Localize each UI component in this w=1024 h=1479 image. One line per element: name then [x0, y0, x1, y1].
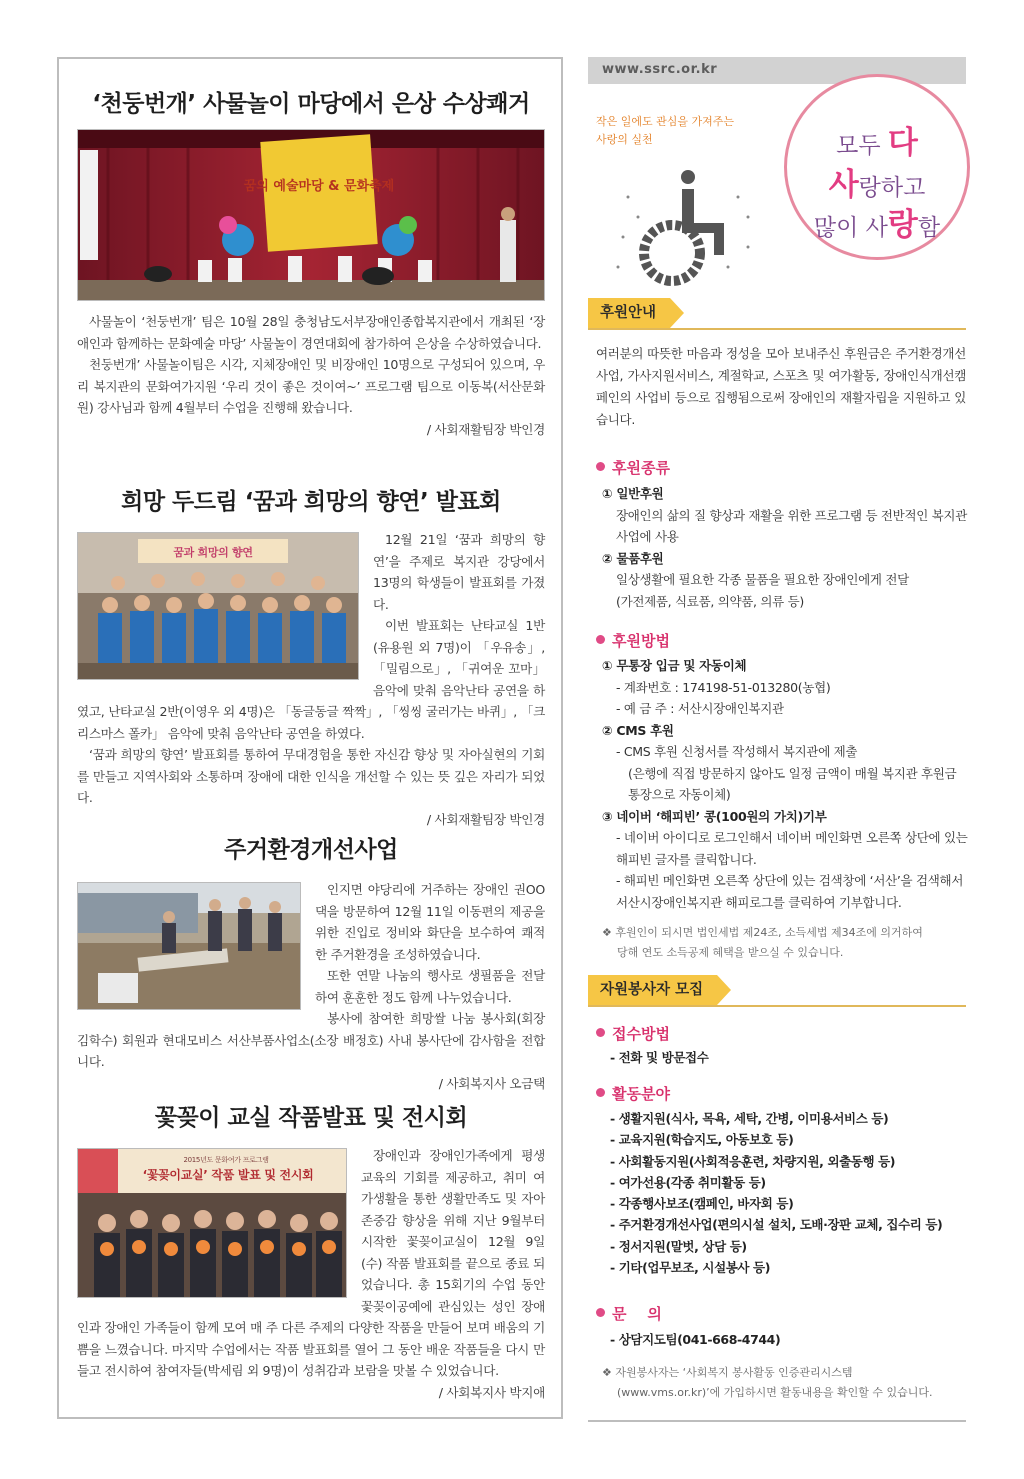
method-line: - 네이버 아이디로 로그인해서 네이버 메인화면 오른쪽 상단에 있는 해피빈 글자를 클릭합니다.	[616, 830, 968, 867]
slogan-circle	[784, 74, 970, 260]
method-line: - 해피빈 메인화면 오른쪽 상단에 있는 검색창에 ‘서산’을 검색해서 서산시장애인복지관 해피로그를 클릭하여 기부합니다.	[616, 873, 964, 910]
slogan-line-3: 많이 사랑함	[813, 207, 941, 243]
article-signature: / 사회재활팀장 박인경	[426, 421, 545, 437]
activity-fields-list	[610, 1108, 970, 1278]
bullet-icon	[596, 635, 605, 644]
list-item: - 정서지원(말벗, 상담 등)	[610, 1238, 747, 1254]
activity-fields-heading: 활동분야	[596, 1083, 670, 1104]
article-paragraph: 또한 연말 나눔의 행사로 생필품을 전달하여 훈훈한 정도 함께 나누었습니다.	[315, 968, 545, 1005]
donation-methods-heading: 후원방법	[596, 630, 670, 651]
method-line: (은행에 직접 방문하지 않아도 일정 금액이 매월 복지관 후원금통장으로 자동이체)	[628, 765, 957, 802]
apply-method-heading: 접수방법	[596, 1023, 670, 1044]
article-paragraph: 장애인과 장애인가족에게 평생교육의 기회를 제공하고, 취미 여가생활을 통한 생활만족도 및 자아존중감 향상을 위해 지난 9월부터 시작한 꽃꽂이교실이 12월 9일(수) 작품 발표회를 끝으로 종료 되었습니다. 총 15회기의 수업 동안 꽃꽂이공예에 관심있는 성인 장애인과 장애인 가족들이 함께 모여 매 주 다른 주제의 다양한 작품을 만들어 보며 배움의 기쁨을 느꼈습니다. 마지막 수업에서는 작품 발표회를 열어 그 동안 배운 작품들을 다시 만들고 전시하여 참여자들(박세림 외 9명)이 성취감과 보람을 맛볼 수 있었습니다.	[77, 1148, 545, 1378]
list-item: - 여가선용(각종 취미활동 등)	[610, 1174, 766, 1190]
method-line: - CMS 후원 신청서를 작성해서 복지관에 제출	[616, 744, 858, 759]
section-label: 자원봉사자 모집	[588, 975, 717, 1005]
banner-small-text: 2015년도 문화여가 프로그램	[183, 1156, 269, 1164]
article-samulnori	[77, 85, 545, 437]
bottom-divider	[588, 1420, 966, 1422]
housing-volunteer-photo	[77, 882, 301, 1010]
article-title: 희망 두드림 ‘꿈과 희망의 향연’ 발표회	[121, 489, 501, 515]
bullet-icon	[596, 1088, 605, 1097]
list-item: - 기타(업무보조, 시설봉사 등)	[610, 1260, 771, 1276]
bullet-icon	[596, 1308, 605, 1317]
type-desc: (가전제품, 식료품, 의약품, 의류 등)	[616, 593, 804, 609]
article-body	[77, 1145, 545, 1403]
list-item: - 각종행사보조(캠페인, 바자회 등)	[610, 1196, 794, 1212]
article-title: 주거환경개선사업	[224, 837, 398, 863]
bullet-icon	[596, 462, 605, 471]
article-paragraph: 천둥번개’ 사물놀이팀은 시각, 지체장애인 및 비장애인 10명으로 구성되어 있으며, 우리 복지관의 문화여가지원 ‘우리 것이 좋은 것이여~’ 프로그램 팀으로 이동복(서산문화원) 강사님과 함께 4월부터 수업을 진행해 왔습니다.	[77, 357, 545, 415]
article-paragraph: ‘꿈과 희망의 향연’ 발표회를 통하여 무대경험을 통한 자신감 향상 및 자아실현의 기회를 만들고 지역사회와 소통하며 장애에 대한 인식을 개선할 수 있는 뜻 깊은 자리가 되었다.	[77, 747, 545, 805]
type-desc: 일상생활에 필요한 각종 물품을 필요한 장애인에게 전달	[616, 572, 909, 587]
donation-methods	[602, 655, 968, 913]
article-title: 꽃꽂이 교실 작품발표 및 전시회	[154, 1105, 468, 1131]
article-paragraph: 이번 발표회는 난타교실 1반(유용원 외 7명)이 「우유송」, 「밀림으로」, 「귀여운 꼬마」 음악에 맞춰 음악난타 공연을 하였고, 난타교실 2반(이영우 외 4명)은 「동글동글 짝짝」, 「씽씽 굴러가는 바퀴」, 「크리스마스 폴카」 음악에 맞춰 음악난타 공연을 하였다.	[77, 618, 545, 741]
article-body	[77, 879, 545, 1094]
note-line: ❖ 자원봉사자는 ‘사회복지 봉사활동 인증관리시스템	[602, 1366, 853, 1379]
volunteer-note	[602, 1363, 968, 1403]
bullet-icon	[596, 1028, 605, 1037]
slogan-line-1: 모두 다	[836, 125, 918, 161]
banner-text: ‘꽃꽂이교실’ 작품 발표 및 전시회	[142, 1168, 314, 1182]
donation-tax-note	[602, 923, 968, 963]
section-label: 후원안내	[588, 298, 670, 328]
article-housing	[77, 831, 545, 1091]
article-body	[77, 529, 545, 830]
note-line: ❖ 후원인이 되시면 법인세법 제24조, 소득세법 제34조에 의거하여	[602, 926, 923, 939]
article-paragraph: 12월 21일 ‘꿈과 희망의 향연’을 주제로 복지관 강당에서 13명의 학생들이 발표회를 가졌다.	[373, 532, 545, 612]
article-paragraph: 인지면 야당리에 거주하는 장애인 권OO댁을 방문하여 12월 11일 이동편의 제공을 위한 진입로 정비와 화단을 보수하여 쾌적한 주거환경을 조성하였습니다.	[315, 882, 545, 962]
note-line: 당해 연도 소득공제 혜택을 받으실 수 있습니다.	[617, 946, 844, 959]
apply-method-item: - 전화 및 방문접수	[610, 1050, 709, 1065]
donation-section-header	[588, 298, 966, 330]
method-line: - 계좌번호 : 174198-51-013280(농협)	[616, 679, 831, 695]
banner-text: 꿈의 예술마당 & 문화축제	[243, 179, 395, 194]
tagline	[596, 113, 734, 149]
tagline-line: 작은 일에도 관심을 가져주는	[596, 115, 735, 128]
method-title: ③ 네이버 ‘해피빈’ 콩(100원의 가치)기부	[602, 808, 827, 824]
article-paragraph: 사물놀이 ‘천둥번개’ 팀은 10월 28일 충청남도서부장애인종합복지관에서 개최된 ‘장애인과 함께하는 문화예술 마당’ 사물놀이 경연대회에 참가하여 은상을 수상하였습니다.	[77, 314, 545, 351]
article-signature: / 사회복지사 박지애	[438, 1384, 545, 1400]
list-item: - 사회활동지원(사회적응훈련, 차량지원, 외출동행 등)	[610, 1153, 896, 1169]
contact-heading: 문 의	[596, 1303, 662, 1324]
contact-item: - 상담지도팀(041-668-4744)	[610, 1332, 781, 1347]
note-line: (www.vms.or.kr)’에 가입하시면 활동내용을 확인할 수 있습니다.	[617, 1386, 933, 1399]
type-title: ① 일반후원	[602, 486, 664, 501]
list-item: - 생활지원(식사, 목욕, 세탁, 간병, 이미용서비스 등)	[610, 1111, 889, 1126]
website-url[interactable]: www.ssrc.or.kr	[602, 62, 718, 77]
article-flower-class	[77, 1099, 545, 1400]
news-column	[57, 57, 563, 1419]
article-title: ‘천둥번개’ 사물놀이 마당에서 은상 수상쾌거	[92, 91, 530, 117]
info-column	[588, 57, 968, 1419]
donation-types	[602, 483, 968, 612]
donation-types-heading: 후원종류	[596, 457, 670, 478]
tagline-line: 사랑의 실천	[596, 133, 653, 146]
type-title: ② 물품후원	[602, 550, 664, 566]
article-signature: / 사회재활팀장 박인경	[426, 811, 545, 827]
method-title: ② CMS 후원	[602, 722, 674, 738]
donation-intro: 여러분의 따뜻한 마음과 정성을 모아 보내주신 후원금은 주거환경개선사업, 가사지원서비스, 계절학교, 스포츠 및 여가활동, 장애인식개선캠페인의 사업비 등으로 집행됨으로써 장애인의 재활자립을 지원하고 있습니다.	[596, 346, 966, 427]
wheelchair-crowd-icon	[608, 157, 768, 297]
flower-exhibition-photo	[77, 1148, 347, 1298]
article-paragraph: 봉사에 참여한 희망쌀 나눔 봉사회(회장 김학수) 회원과 현대모비스 서산부품사업소(소장 배정호) 사내 봉사단에 감사함을 전합니다.	[77, 1011, 545, 1069]
slogan-line-2: 사랑하고	[828, 167, 926, 203]
method-line: - 예 금 주 : 서산시장애인복지관	[616, 701, 784, 716]
list-item: - 주거환경개선사업(편의시설 설치, 도배·장판 교체, 집수리 등)	[610, 1217, 943, 1233]
list-item: - 교육지원(학습지도, 아동보호 등)	[610, 1132, 794, 1148]
article-body	[77, 311, 545, 440]
method-title: ① 무통장 입금 및 자동이체	[602, 658, 747, 673]
type-desc: 장애인의 삶의 질 향상과 재활을 위한 프로그램 등 전반적인 복지관 사업에 사용	[616, 507, 967, 544]
banner-text: 꿈과 희망의 향연	[173, 546, 253, 559]
article-nanta-concert	[77, 483, 545, 827]
samulnori-stage-photo	[77, 129, 545, 301]
volunteer-section-header	[588, 975, 966, 1007]
nanta-group-photo	[77, 532, 359, 680]
article-signature: / 사회복지사 오금택	[438, 1075, 545, 1091]
